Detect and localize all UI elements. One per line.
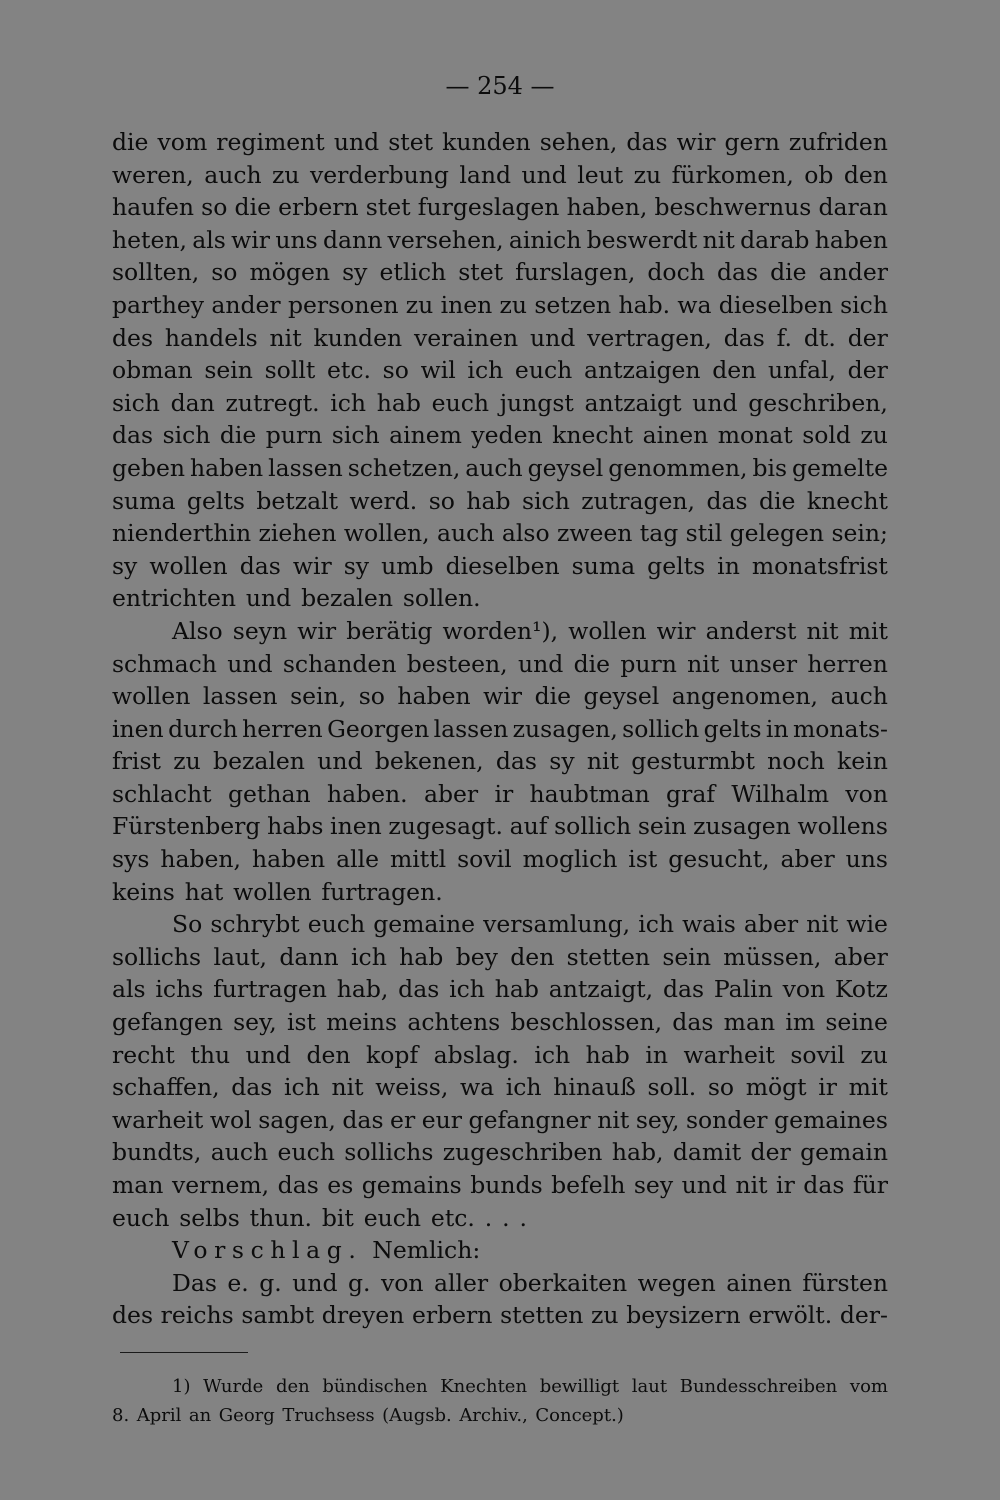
text-line: sollichs laut, dann ich hab bey den stetten sein müssen, aber: [112, 942, 888, 971]
text-line: obman sein sollt etc. so wil ich euch antzaigen den unfal, der: [112, 356, 888, 385]
text-line: keins hat wollen furtragen.: [112, 877, 443, 906]
footnote-line: 1) Wurde den bündischen Knechten bewilligt laut Bundesschreiben vom: [172, 1376, 888, 1397]
text-line: entrichten und bezalen sollen.: [112, 584, 481, 613]
text-line: Fürstenberg habs inen zugesagt. auf sollich sein zusagen wollens: [112, 812, 888, 841]
text-line: heten, als wir uns dann versehen, ainich beswerdt nit darab haben: [112, 225, 888, 254]
text-line: So schrybt euch gemaine versamlung, ich wais aber nit wie: [172, 910, 888, 939]
text-line: des handels nit kunden verainen und vertragen, das f. dt. der: [112, 323, 888, 352]
text-line: euch selbs thun. bit euch etc. . . .: [112, 1203, 527, 1232]
text-line: sich dan zutregt. ich hab euch jungst antzaigt und geschriben,: [112, 388, 888, 417]
text-line: bundts, auch euch sollichs zugeschriben hab, damit der gemain: [112, 1138, 888, 1167]
text-line: Das e. g. und g. von aller oberkaiten wegen ainen fürsten: [172, 1268, 888, 1297]
text-line: wollen lassen sein, so haben wir die geysel angenomen, auch: [112, 682, 888, 711]
text-line: sollten, so mögen sy etlich stet furslagen, doch das die ander: [112, 258, 888, 287]
text-line: haufen so die erbern stet furgeslagen haben, beschwernus daran: [112, 193, 888, 222]
text-line: das sich die purn sich ainem yeden knecht ainen monat sold zu: [112, 421, 888, 450]
text-line: parthey ander personen zu inen zu setzen hab. wa dieselben sich: [112, 290, 888, 319]
page-number: — 254 —: [445, 72, 555, 100]
text-line: man vernem, das es gemains bunds befelh sey und nit ir das für: [112, 1171, 888, 1199]
footnotes: [112, 1372, 888, 1430]
text-line: schmach und schanden besteen, und die purn nit unser herren: [112, 649, 888, 678]
text-line: die vom regiment und stet kunden sehen, das wir gern zufriden: [112, 128, 888, 156]
footnote-divider: [120, 1352, 248, 1353]
text-line: Also seyn wir berätig worden¹), wollen wir anderst nit mit: [172, 616, 888, 645]
text-line: Vorschlag. Nemlich:: [172, 1236, 481, 1265]
text-line: geben haben lassen schetzen, auch geysel genommen, bis gemelte: [112, 453, 888, 482]
text-line: sy wollen das wir sy umb dieselben suma gelts in monatsfrist: [112, 551, 888, 580]
text-line: inen durch herren Georgen lassen zusagen, sollich gelts in monats-: [112, 714, 888, 743]
text-line: schaffen, das ich nit weiss, wa ich hinauß soll. so mögt ir mit: [112, 1073, 888, 1102]
text-line: gefangen sey, ist meins achtens beschlossen, das man im seine: [112, 1008, 888, 1037]
text-line: warheit wol sagen, das er eur gefangner nit sey, sonder gemaines: [112, 1105, 888, 1134]
text-line: frist zu bezalen und bekenen, das sy nit gesturmbt noch kein: [112, 747, 888, 776]
text-line: nienderthin ziehen wollen, auch also zween tag stil gelegen sein;: [112, 519, 888, 548]
text-line: weren, auch zu verderbung land und leut zu fürkomen, ob den: [112, 160, 888, 189]
text-line: des reichs sambt dreyen erbern stetten zu beysizern erwölt. der-: [112, 1301, 888, 1330]
text-line: sys haben, haben alle mittl sovil moglich ist gesucht, aber uns: [112, 845, 888, 874]
text-line: schlacht gethan haben. aber ir haubtman graf Wilhalm von: [112, 779, 888, 808]
text-line: suma gelts betzalt werd. so hab sich zutragen, das die knecht: [112, 486, 888, 515]
body-text: [112, 126, 888, 1332]
footnote-line: 8. April an Georg Truchsess (Augsb. Archiv., Concept.): [112, 1405, 624, 1426]
text-line: recht thu und den kopf abslag. ich hab in warheit sovil zu: [112, 1040, 888, 1069]
text-line: als ichs furtragen hab, das ich hab antzaigt, das Palin von Kotz: [112, 975, 888, 1004]
